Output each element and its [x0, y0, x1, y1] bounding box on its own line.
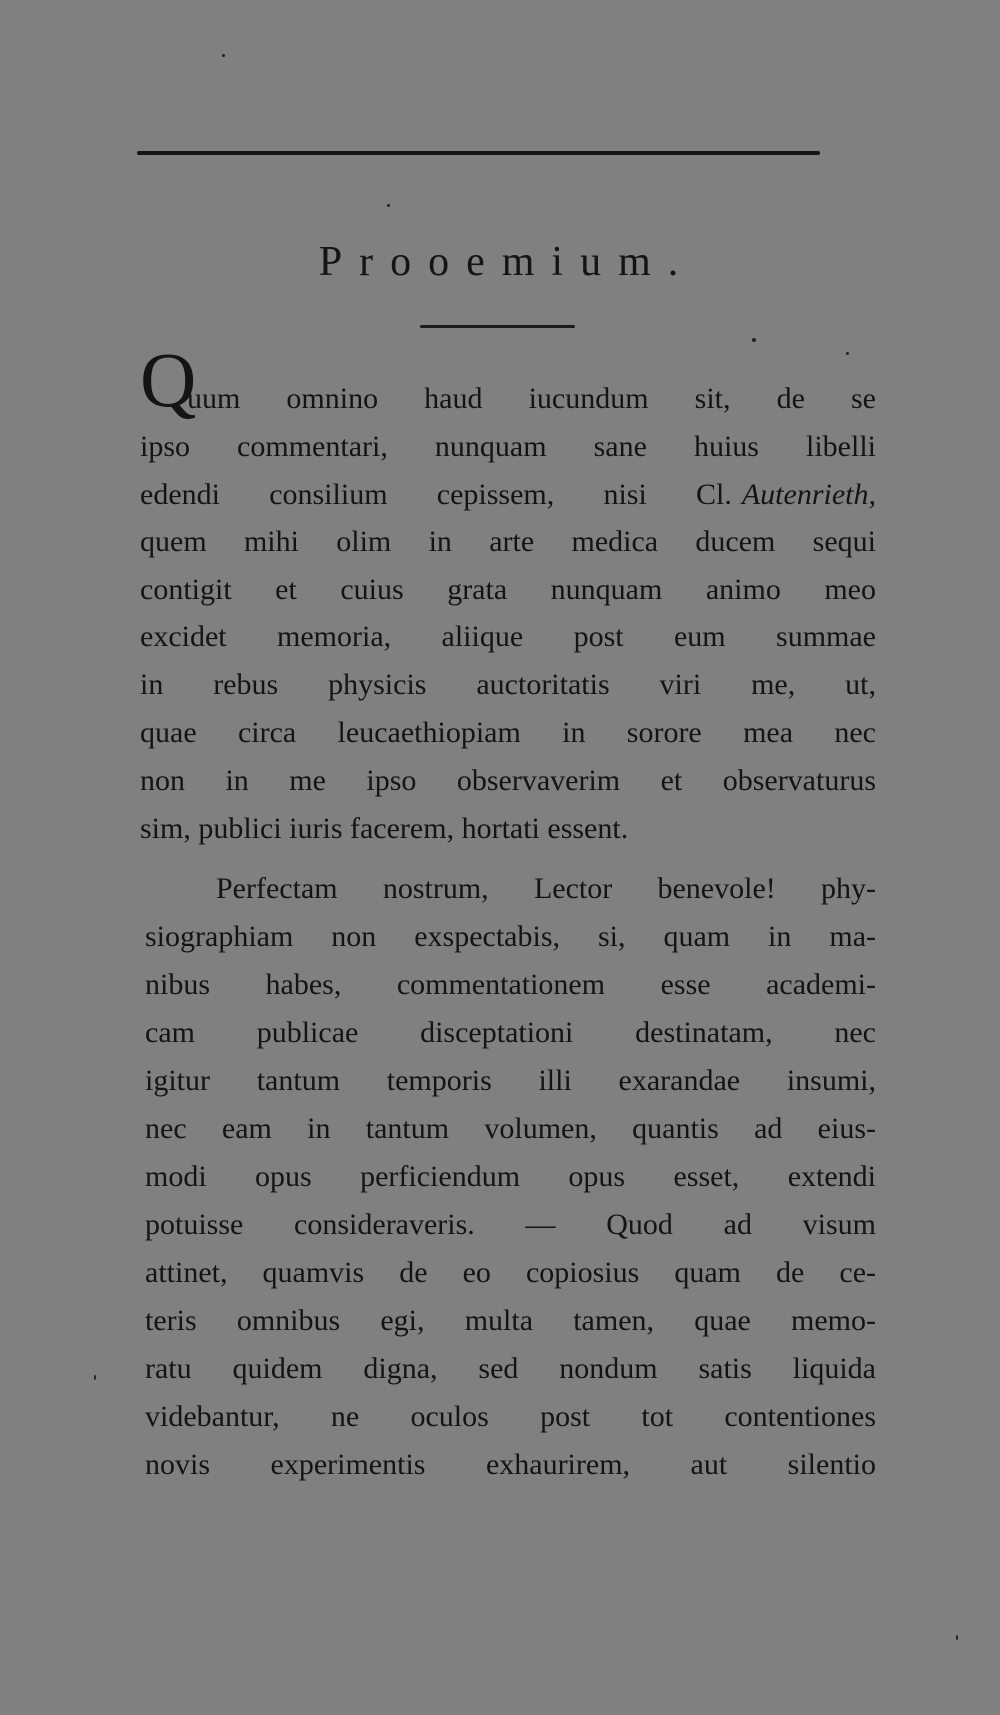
paragraph-1-line-1 [140, 336, 876, 430]
paragraph-2-line-4: cam publicae disceptationi destinatam, nec [145, 1016, 876, 1049]
header-rule [137, 151, 820, 155]
scan-speck [94, 1375, 96, 1380]
line-text: uum omnino haud iucundum sit, de se [187, 382, 876, 415]
paragraph-2-line-3: nibus habes, commentationem esse academi- [145, 968, 876, 1001]
paragraph-1-line-6: excidet memoria, aliique post eum summae [140, 620, 876, 653]
paragraph-1-line-2: ipso commentari, nunquam sane huius libelli [140, 430, 876, 463]
title-rule [420, 325, 575, 328]
paragraph-1-line-10: sim, publici iuris facerem, hortati essent. [140, 812, 629, 845]
paragraph-2-line-5: igitur tantum temporis illi exarandae insumi, [145, 1064, 876, 1097]
scan-speck [846, 352, 849, 355]
paragraph-1-line-5: contigit et cuius grata nunquam animo meo [140, 573, 876, 606]
paragraph-1-line-4: quem mihi olim in arte medica ducem sequi [140, 525, 876, 558]
scan-speck [956, 1635, 958, 1640]
paragraph-2-line-12: videbantur, ne oculos post tot contentiones [145, 1400, 876, 1433]
scan-speck [222, 54, 225, 57]
paragraph-2-line-6: nec eam in tantum volumen, quantis ad eius- [145, 1112, 876, 1145]
scan-speck [752, 338, 756, 342]
drop-cap: Q [140, 336, 197, 423]
paragraph-1-line-8: quae circa leucaethiopiam in sorore mea nec [140, 716, 876, 749]
paragraph-1-line-9: non in me ipso observaverim et observaturus [140, 764, 876, 797]
paragraph-2-line-7: modi opus perficiendum opus esset, extendi [145, 1160, 876, 1193]
paragraph-1-line-7: in rebus physicis auctoritatis viri me, ut, [140, 668, 876, 701]
paragraph-2-line-13: novis experimentis exhaurirem, aut silentio [145, 1448, 876, 1481]
paragraph-2-line-10: teris omnibus egi, multa tamen, quae memo- [145, 1304, 876, 1337]
paragraph-1-line-3 [140, 478, 876, 512]
scan-speck [387, 204, 390, 207]
paragraph-2-line-11: ratu quidem digna, sed nondum satis liquida [145, 1352, 876, 1385]
paragraph-2-line-1: Perfectam nostrum, Lector benevole! phy- [216, 872, 876, 905]
paragraph-2-line-8: potuisse consideraveris. — Quod ad visum [145, 1208, 876, 1241]
paragraph-2-line-9: attinet, quamvis de eo copiosius quam de ce- [145, 1256, 876, 1289]
line-text: edendi consilium cepissem, nisi Cl. [140, 478, 732, 511]
author-name: Autenrieth, [741, 478, 876, 511]
page-title: Prooemium. [318, 239, 696, 285]
paragraph-2-line-2: siographiam non exspectabis, si, quam in ma- [145, 920, 876, 953]
